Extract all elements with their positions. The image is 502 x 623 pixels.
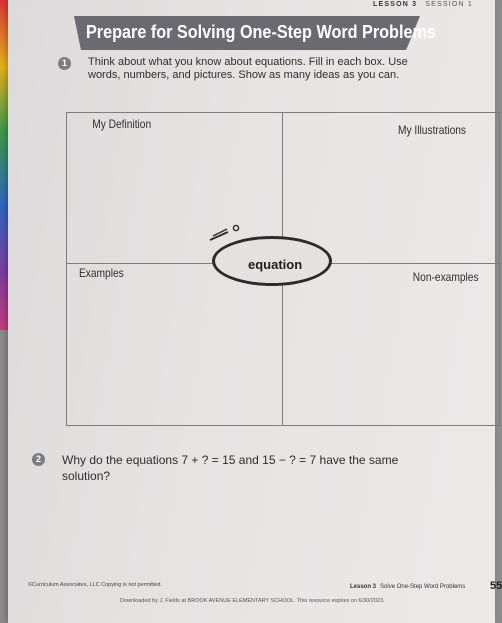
examples-label: Examples — [78, 266, 124, 280]
worksheet-page — [8, 0, 502, 623]
page-title: Prepare for Solving One-Step Word Problems — [86, 22, 436, 42]
question-1-number: 1 — [58, 57, 71, 70]
download-notice: Downloaded by J. Fields at BROOK AVENUE ELEMENTARY SCHOOL. This resource expires on 6/30/2023. — [120, 598, 385, 604]
lesson-label: LESSON 3 — [373, 1, 418, 8]
equation-label: equation — [248, 257, 303, 272]
copyright-notice: ©Curriculum Associates, LLC Copying is not permitted. — [28, 582, 162, 588]
footer-lesson-label: Lesson 3 — [350, 584, 377, 590]
session-label: SESSION 1 — [425, 1, 473, 8]
question-2-text: Why do the equations 7 + ? = 15 and 15 − ? = 7 have the same solution? — [62, 453, 399, 483]
non-examples-label: Non-examples — [412, 270, 479, 284]
lesson-footer — [350, 584, 465, 590]
footer-lesson-title: Solve One-Step Word Problems — [380, 584, 466, 590]
lesson-session-tag — [373, 1, 473, 8]
my-definition-label: My Definition — [92, 117, 152, 131]
my-illustrations-label: My Illustrations — [398, 123, 467, 137]
question-1-text: Think about what you know about equations. Fill in each box. Use words, numbers, and pictures. Show as many ideas as you can. — [88, 56, 408, 81]
page-number: 55 — [490, 580, 502, 592]
question-2-number: 2 — [32, 453, 45, 466]
